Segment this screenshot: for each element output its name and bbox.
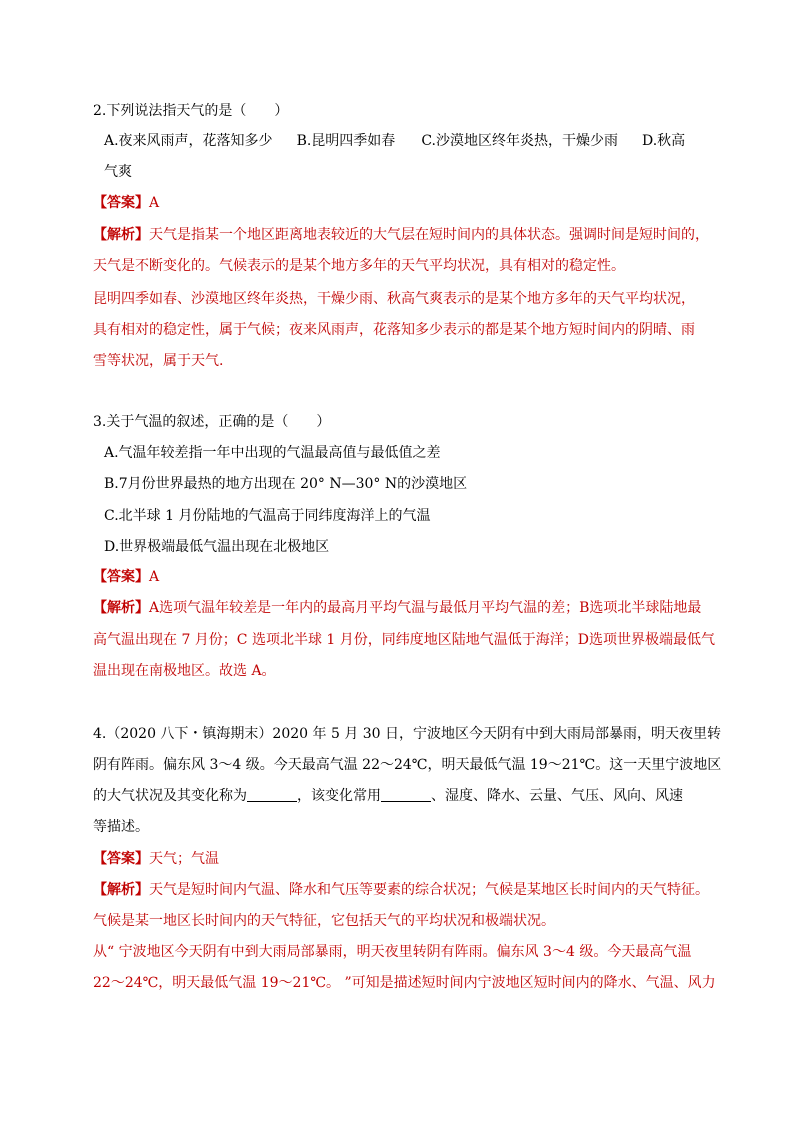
- q4-stem-part-a: 的大气状况及其变化称为: [93, 788, 247, 804]
- q2-option-a: A.夜来风雨声，花落知多少: [104, 133, 273, 149]
- q4-analysis-line-2: 气候是某一地区长时间内的天气特征，它包括天气的平均状况和极端状况。: [93, 913, 555, 929]
- q3-analysis-line-1: [93, 598, 701, 618]
- q2-stem: 2.下列说法指天气的是（ ）: [93, 103, 289, 119]
- q3-analysis-text-1: A选项气温年较差是一年内的最高月平均气温与最低月平均气温的差；B选项北半球陆地最: [149, 600, 702, 616]
- q4-analysis-tag: 【解析】: [93, 882, 149, 898]
- q4-stem-line-3: [93, 786, 683, 806]
- q2-analysis-text-1: 天气是指某一个地区距离地表较近的大气层在短时间内的具体状态。强调时间是短时间的，: [149, 227, 709, 243]
- q4-analysis-line-4: 22～24℃，明天最低气温 19～21℃。 ”可知是描述短时间内宁波地区短时间内的降水、气温、风力: [93, 975, 716, 991]
- q4-stem-part-b: ，该变化常用: [297, 788, 381, 804]
- q3-analysis-tag: 【解析】: [93, 600, 149, 616]
- q4-stem-line-1: 4.（2020 八下・镇海期末）2020 年 5 月 30 日，宁波地区今天阴有中到大雨局部暴雨，明天夜里转: [93, 726, 722, 742]
- q2-option-b: B.昆明四季如春: [296, 133, 396, 149]
- q4-answer-tag: 【答案】: [93, 851, 149, 867]
- q3-option-d: D.世界极端最低气温出现在北极地区: [104, 539, 330, 555]
- q3-answer: [93, 567, 159, 587]
- q4-stem-line-2: 阴有阵雨。偏东风 3～4 级。今天最高气温 22～24℃，明天最低气温 19～21℃。这一天里宁波地区: [93, 757, 722, 773]
- q2-analysis-line-2: 天气是不断变化的。气候表示的是某个地方多年的天气平均状况，具有相对的稳定性。: [93, 258, 625, 274]
- q2-options: [104, 131, 685, 151]
- q4-analysis-line-1: [93, 880, 709, 900]
- q3-answer-value: A: [149, 569, 160, 585]
- q2-answer-tag: 【答案】: [93, 195, 149, 211]
- q4-analysis-text-1: 天气是短时间内气温、降水和气压等要素的综合状况；气候是某地区长时间内的天气特征。: [149, 882, 709, 898]
- q4-answer: [93, 849, 219, 869]
- q3-stem: 3.关于气温的叙述，正确的是（ ）: [93, 414, 331, 430]
- q4-blank-1[interactable]: [247, 787, 297, 802]
- q3-analysis-line-2: 高气温出现在 7 月份；C 选项北半球 1 月份，同纬度地区陆地气温低于海洋；D选项世界极端最低气: [93, 632, 715, 648]
- q2-analysis-line-4: 具有相对的稳定性，属于气候；夜来风雨声，花落知多少表示的都是某个地方短时间内的阴晴、雨: [93, 322, 695, 338]
- q3-answer-tag: 【答案】: [93, 569, 149, 585]
- q4-stem-part-c: 、湿度、降水、云量、气压、风向、风速: [431, 788, 683, 804]
- q2-analysis-line-5: 雪等状况，属于天气.: [93, 353, 224, 369]
- q2-option-c: C.沙漠地区终年炎热，干燥少雨: [421, 133, 618, 149]
- q4-analysis-line-3: 从“ 宁波地区今天阴有中到大雨局部暴雨，明天夜里转阴有阵雨。偏东风 3～4 级。今天最高气温: [93, 944, 692, 960]
- q4-blank-2[interactable]: [381, 787, 431, 802]
- q3-option-c: C.北半球 1 月份陆地的气温高于同纬度海洋上的气温: [104, 508, 431, 524]
- q4-stem-line-4: 等描述。: [93, 819, 149, 835]
- q2-option-d: D.秋高: [641, 133, 686, 149]
- q3-option-b: B.7月份世界最热的地方出现在 20° N—30° N的沙漠地区: [104, 476, 468, 492]
- q2-analysis-line-1: [93, 225, 709, 245]
- q2-answer: [93, 193, 159, 213]
- q4-answer-value: 天气；气温: [149, 851, 219, 867]
- q2-analysis-tag: 【解析】: [93, 227, 149, 243]
- q2-analysis-line-3: 昆明四季如春、沙漠地区终年炎热，干燥少雨、秋高气爽表示的是某个地方多年的天气平均状况，: [93, 291, 695, 307]
- q3-analysis-line-3: 温出现在南极地区。故选 A。: [93, 663, 276, 679]
- q2-option-d-continued: 气爽: [104, 164, 132, 180]
- q2-answer-value: A: [149, 195, 160, 211]
- q3-option-a: A.气温年较差指一年中出现的气温最高值与最低值之差: [104, 445, 441, 461]
